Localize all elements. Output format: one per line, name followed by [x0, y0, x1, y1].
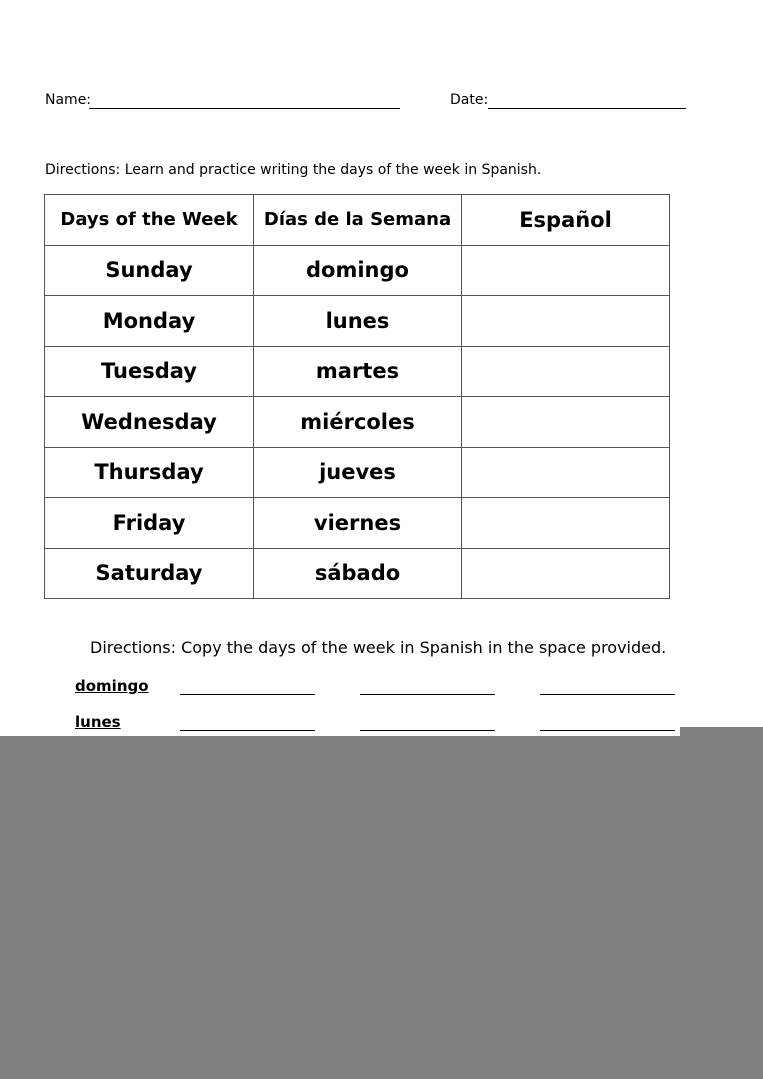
- name-label: Name:: [45, 92, 92, 108]
- english-day: Monday: [45, 296, 254, 347]
- table-row: [45, 245, 670, 296]
- table-row: [45, 346, 670, 397]
- copy-blank[interactable]: [180, 730, 315, 731]
- table-header-row: [45, 195, 670, 246]
- directions-learn: Directions: Learn and practice writing the days of the week in Spanish.: [45, 162, 542, 178]
- espanol-writing-cell[interactable]: [462, 245, 670, 296]
- spanish-day: martes: [254, 346, 462, 397]
- espanol-writing-cell[interactable]: [462, 397, 670, 448]
- english-day: Wednesday: [45, 397, 254, 448]
- copy-blank[interactable]: [360, 694, 495, 695]
- header-espanol: Español: [462, 195, 670, 246]
- table-row: [45, 296, 670, 347]
- date-field[interactable]: [488, 108, 686, 109]
- header-days-of-the-week: Days of the Week: [45, 195, 254, 246]
- espanol-writing-cell[interactable]: [462, 346, 670, 397]
- spanish-day: sábado: [254, 548, 462, 599]
- copy-blank[interactable]: [360, 730, 495, 731]
- spanish-day: jueves: [254, 447, 462, 498]
- english-day: Saturday: [45, 548, 254, 599]
- copy-practice-row: [75, 713, 685, 735]
- espanol-writing-cell[interactable]: [462, 296, 670, 347]
- spanish-day: viernes: [254, 498, 462, 549]
- copy-practice-row: [75, 677, 685, 699]
- english-day: Friday: [45, 498, 254, 549]
- espanol-writing-cell[interactable]: [462, 447, 670, 498]
- date-label: Date:: [450, 92, 489, 108]
- espanol-writing-cell[interactable]: [462, 498, 670, 549]
- directions-copy: Directions: Copy the days of the week in Spanish in the space provided.: [90, 638, 667, 657]
- table-row: [45, 548, 670, 599]
- table-row: [45, 447, 670, 498]
- header-dias-de-la-semana: Días de la Semana: [254, 195, 462, 246]
- spanish-day: lunes: [254, 296, 462, 347]
- name-field[interactable]: [89, 108, 400, 109]
- copy-blank[interactable]: [180, 694, 315, 695]
- copy-word: domingo: [75, 677, 149, 695]
- copy-word: lunes: [75, 713, 121, 731]
- english-day: Sunday: [45, 245, 254, 296]
- table-row: [45, 498, 670, 549]
- gray-overlay: [0, 736, 763, 1079]
- english-day: Thursday: [45, 447, 254, 498]
- copy-blank[interactable]: [540, 694, 675, 695]
- table-row: [45, 397, 670, 448]
- spanish-day: domingo: [254, 245, 462, 296]
- espanol-writing-cell[interactable]: [462, 548, 670, 599]
- english-day: Tuesday: [45, 346, 254, 397]
- spanish-day: miércoles: [254, 397, 462, 448]
- days-of-week-table: [44, 194, 670, 599]
- copy-blank[interactable]: [540, 730, 675, 731]
